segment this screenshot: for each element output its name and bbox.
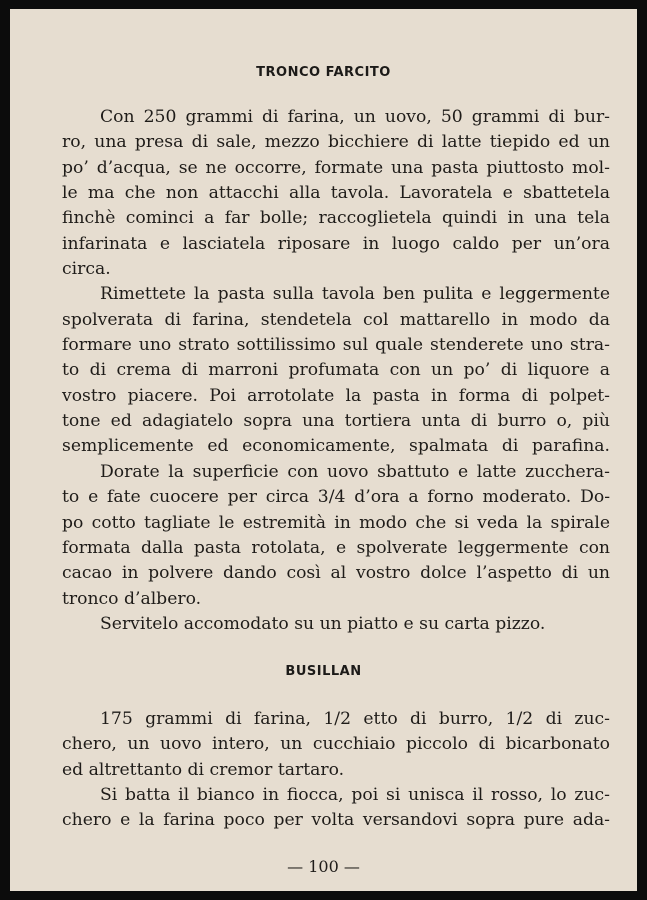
text-line: tronco d’albero. [62, 588, 202, 609]
text-line: finchè cominci a far bolle; raccoglietela quindi in una tela [62, 208, 610, 229]
text-line: to e fate cuocere per circa 3/4 d’ora a forno moderato. Do- [62, 487, 610, 508]
text-line: ed altrettanto di cremor tartaro. [62, 759, 345, 780]
text-line: to di crema di marroni profumata con un po’ di liquore a [62, 360, 610, 381]
text-line: 175 grammi di farina, 1/2 etto di burro, 1/2 di zuc- [100, 709, 610, 729]
text-line: formata dalla pasta rotolata, e spolverate leggermente con [62, 537, 610, 558]
recipe-body-tronco-farcito [62, 105, 610, 637]
book-page [10, 9, 637, 891]
recipe-title-busillan: BUSILLAN [285, 664, 362, 679]
text-line: chero, un uovo intero, un cucchiaio piccolo di bicarbonato [62, 734, 610, 755]
text-line: Con 250 grammi di farina, un uovo, 50 grammi di bur- [100, 107, 610, 127]
text-line: Dorate la superficie con uovo sbattuto e latte zucchera- [100, 461, 610, 482]
text-line: le ma che non attacchi alla tavola. Lavoratela e sbattetela [62, 183, 610, 204]
text-line: chero e la farina poco per volta versandovi sopra pure ada- [62, 810, 610, 831]
text-line: po’ d’acqua, se ne occorre, formate una pasta piuttosto mol- [62, 157, 610, 178]
text-line: tone ed adagiatelo sopra una tortiera unta di burro o, più [62, 411, 610, 432]
text-line: Rimettete la pasta sulla tavola ben pulita e leggermente [100, 284, 610, 305]
text-line: formare uno strato sottilissimo sul quale stenderete uno stra- [62, 335, 610, 356]
text-line: Servitelo accomodato su un piatto e su carta pizzo. [100, 613, 546, 634]
recipe-body-busillan [62, 707, 610, 834]
text-line: po cotto tagliate le estremità in modo che si veda la spirale [62, 512, 610, 533]
page-number: — 100 — [287, 857, 360, 876]
text-line: vostro piacere. Poi arrotolate la pasta in forma di polpet- [62, 385, 610, 406]
text-line: Si batta il bianco in fiocca, poi si unisca il rosso, lo zuc- [100, 785, 610, 806]
text-line: cacao in polvere dando così al vostro dolce l’aspetto di un [62, 563, 610, 584]
text-line: spolverata di farina, stendetela col mattarello in modo da [62, 309, 610, 330]
text-line: semplicemente ed economicamente, spalmata di parafina. [62, 436, 610, 457]
text-line: ro, una presa di sale, mezzo bicchiere di latte tiepido ed un [62, 132, 610, 153]
text-line: circa. [62, 259, 111, 280]
recipe-title-tronco-farcito: TRONCO FARCITO [256, 65, 391, 80]
text-line: infarinata e lasciatela riposare in luogo caldo per un’ora [62, 233, 610, 254]
